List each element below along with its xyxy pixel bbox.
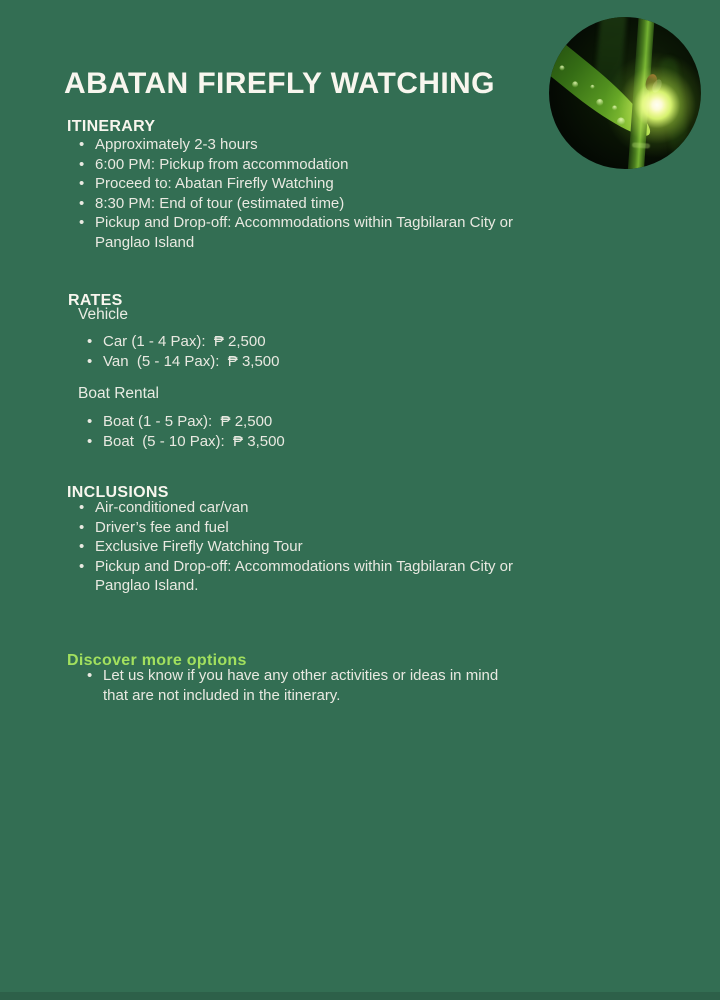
boat-rates-list bbox=[86, 412, 466, 451]
more-options-list bbox=[86, 666, 502, 705]
list-item: • Car (1 - 4 Pax): ₱ 2,500 bbox=[86, 332, 466, 352]
rates-heading: RATES bbox=[68, 292, 123, 310]
list-item: • 8:30 PM: End of tour (estimated time) bbox=[78, 194, 518, 214]
firefly-glow-graphic bbox=[602, 50, 701, 160]
list-item: • Boat (5 - 10 Pax): ₱ 3,500 bbox=[86, 432, 466, 452]
list-item: • Van (5 - 14 Pax): ₱ 3,500 bbox=[86, 352, 466, 372]
page-title: ABATAN FIREFLY WATCHING bbox=[64, 67, 495, 101]
rates-group-label: Vehicle bbox=[78, 306, 128, 323]
dew-drop bbox=[590, 84, 596, 90]
inclusions-list bbox=[78, 498, 534, 596]
itinerary-heading: ITINERARY bbox=[67, 118, 156, 136]
list-item: • 6:00 PM: Pickup from accommodation bbox=[78, 155, 518, 175]
list-item: • Pickup and Drop-off: Accommodations within Tagbilaran City or Panglao Island bbox=[78, 213, 518, 252]
inclusions-heading: INCLUSIONS bbox=[67, 484, 169, 502]
firefly-photo bbox=[549, 17, 701, 169]
list-item: • Proceed to: Abatan Firefly Watching bbox=[78, 174, 518, 194]
rates-group-label: Boat Rental bbox=[78, 385, 159, 402]
list-item: • Boat (1 - 5 Pax): ₱ 2,500 bbox=[86, 412, 466, 432]
list-item: • Pickup and Drop-off: Accommodations within Tagbilaran City or Panglao Island. bbox=[78, 557, 534, 596]
list-item: • Driver’s fee and fuel bbox=[78, 518, 534, 538]
more-options-heading: Discover more options bbox=[67, 652, 247, 670]
dew-drop bbox=[571, 80, 579, 88]
itinerary-list bbox=[78, 135, 518, 252]
footer-strip bbox=[0, 992, 720, 1000]
dew-drop bbox=[558, 64, 565, 71]
vehicle-rates-list bbox=[86, 332, 466, 371]
list-item: • Let us know if you have any other activities or ideas in mind that are not included in the itinerary. bbox=[86, 666, 502, 705]
list-item: • Exclusive Firefly Watching Tour bbox=[78, 537, 534, 557]
list-item: • Approximately 2-3 hours bbox=[78, 135, 518, 155]
list-item: • Air-conditioned car/van bbox=[78, 498, 534, 518]
